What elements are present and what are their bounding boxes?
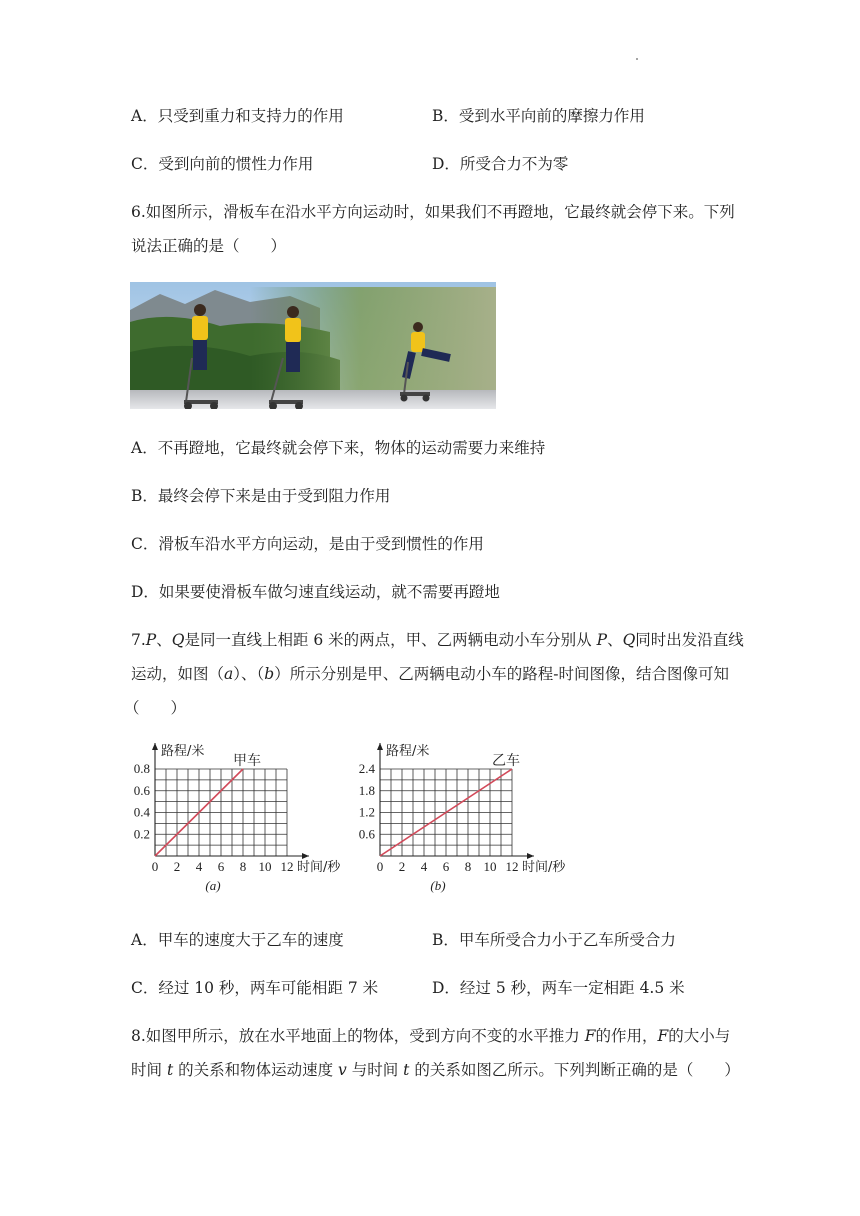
y-tick-label: 0.8 <box>133 761 150 776</box>
q8-stem-line1: 8.如图甲所示，放在水平地面上的物体，受到方向不变的水平推力 F的作用，F的大小与 <box>131 1027 731 1045</box>
x-tick-label: 10 <box>483 859 497 874</box>
y-tick-label: 0.6 <box>133 782 150 798</box>
q5-option-a: A．只受到重力和支持力的作用 <box>131 107 344 125</box>
x-tick-label: 0 <box>376 859 384 874</box>
q8-stem-line2: 时间 t 的关系和物体运动速度 v 与时间 t 的关系如图乙所示。下列判断正确的是（ ） <box>131 1061 740 1079</box>
q6-stem-line1: 6.如图所示，滑板车在沿水平方向运动时，如果我们不再蹬地，它最终就会停下来。下列 <box>131 203 735 221</box>
y-axis-arrow <box>377 743 383 750</box>
y-tick-label: 2.4 <box>358 761 375 776</box>
q5-option-b: B．受到水平向前的摩擦力作用 <box>432 107 645 125</box>
q7-option-d: D．经过 5 秒，两车一定相距 4.5 米 <box>432 979 685 997</box>
q6-option-c: C．滑板车沿水平方向运动，是由于受到惯性的作用 <box>131 535 484 553</box>
q7-stem-line3: （ ） <box>124 699 187 717</box>
y-tick-label: 1.2 <box>358 804 375 820</box>
x-tick-label: 4 <box>195 859 203 874</box>
x-tick-label: 10 <box>258 859 272 874</box>
page-dot-mark <box>636 58 638 60</box>
scooter-photo <box>130 282 496 409</box>
q6-option-b: B．最终会停下来是由于受到阻力作用 <box>131 487 391 505</box>
x-axis-arrow <box>302 853 309 859</box>
x-tick-label: 0 <box>151 859 159 874</box>
q6-option-d: D．如果要使滑板车做匀速直线运动，就不需要再蹬地 <box>131 583 500 601</box>
q7-option-b: B．甲车所受合力小于乙车所受合力 <box>432 931 676 949</box>
y-axis-label: 路程/米 <box>161 744 205 759</box>
q6-option-a: A．不再蹬地，它最终就会停下来，物体的运动需要力来维持 <box>131 439 546 457</box>
y-tick-label: 1.8 <box>358 782 375 798</box>
q7-option-c: C．经过 10 秒，两车可能相距 7 米 <box>131 979 379 997</box>
x-tick-label: 12 <box>505 859 519 874</box>
x-tick-label: 8 <box>239 859 247 874</box>
q7-stem-line1: 7.P、Q是同一直线上相距 6 米的两点，甲、乙两辆电动小车分别从 P、Q同时出发沿直线 <box>131 631 744 649</box>
q6-stem-line2: 说法正确的是（ ） <box>131 237 287 255</box>
graph-caption: (a) <box>205 878 221 893</box>
x-tick-label: 2 <box>173 859 181 874</box>
x-tick-label: 6 <box>217 859 225 874</box>
q7-option-a: A．甲车的速度大于乙车的速度 <box>131 931 344 949</box>
q5-option-c: C．受到向前的惯性力作用 <box>131 155 314 173</box>
y-tick-label: 0.2 <box>133 826 150 842</box>
y-tick-label: 0.6 <box>358 826 375 842</box>
q7-stem-line2: 运动，如图（a）、（b）所示分别是甲、乙两辆电动小车的路程-时间图像，结合图像可知 <box>131 665 729 683</box>
q5-option-d: D．所受合力不为零 <box>432 155 569 173</box>
graph-b <box>348 738 588 898</box>
x-tick-label: 4 <box>420 859 428 874</box>
x-tick-label: 12 <box>280 859 294 874</box>
y-axis-arrow <box>152 743 158 750</box>
x-tick-label: 6 <box>442 859 450 874</box>
x-axis-label: 时间/秒 <box>522 860 566 875</box>
x-tick-label: 8 <box>464 859 472 874</box>
x-axis-label: 时间/秒 <box>297 860 340 875</box>
x-axis-arrow <box>527 853 534 859</box>
series-label: 甲车 <box>233 753 261 769</box>
x-tick-label: 2 <box>398 859 406 874</box>
graph-caption: (b) <box>430 878 446 893</box>
graph-a <box>125 738 340 898</box>
y-tick-label: 0.4 <box>133 804 150 820</box>
y-axis-label: 路程/米 <box>386 744 430 759</box>
series-label: 乙车 <box>492 753 520 769</box>
